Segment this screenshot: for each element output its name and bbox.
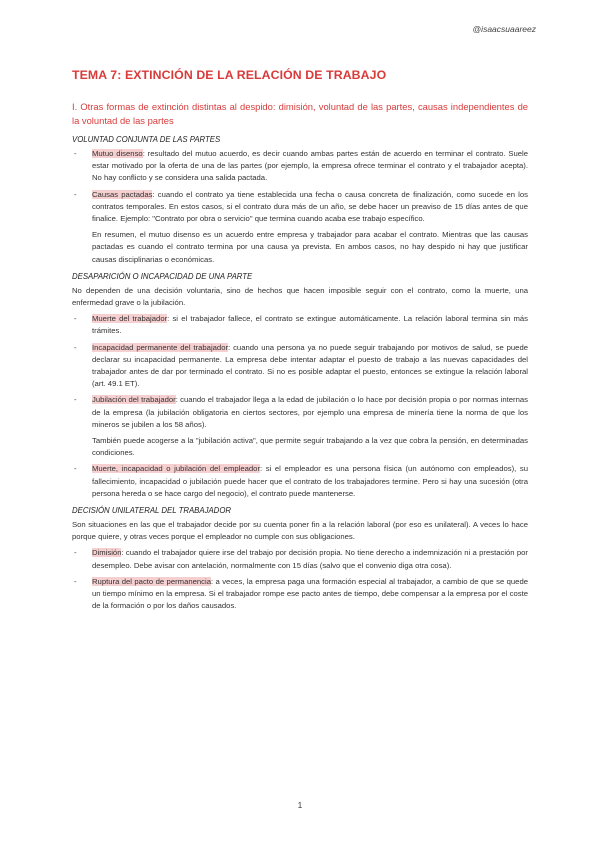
subheading-decision: DECISIÓN UNILATERAL DEL TRABAJADOR [72, 506, 232, 516]
item-text: : cuando el trabajador llega a la edad de jubilación o lo hace por decisión propia o por normas internas de la empresa (la jubilación obligatoria en ciertos sectores, por ejemplo una empresa de minería tiene la norma de que los mineros se jubilen a los 58 años). [92, 395, 528, 429]
item-text: : cuando el trabajador quiere irse del trabajo por decisión propia. No tiene derecho a indemnización ni a prestación por desempleo. Debe avisar con antelación, normalmente con 15 días (salvo que el convenio diga otra cosa). [92, 548, 528, 570]
item-text: : si el trabajador fallece, el contrato se extingue automáticamente. La relación laboral termina sin más trámites. [92, 314, 529, 336]
highlighted-term: Mutuo disenso [92, 149, 143, 158]
list-item-empleador: - Muerte, incapacidad o jubilación del empleador: si el empleador es una persona física (un autónomo con empleados), su fallecimiento, incapacidad o jubilación puede hacer que el contrato de los trabajadores termine. Pero si hay una sucesión (otra persona hereda o se hace cargo del negocio), el contrato puede mantenerse. [74, 464, 528, 498]
subheading-voluntad: VOLUNTAD CONJUNTA DE LAS PARTES [72, 135, 221, 144]
highlighted-term: Ruptura del pacto de permanencia [92, 576, 211, 586]
item-text: : a veces, la empresa paga una formación especial al trabajador, a cambio de que se quede un tiempo mínimo en la empresa. Si el trabajador rompe ese pacto antes de tiempo, debe compensar a la empresa por el coste de la formación o por los daños causados. [92, 576, 528, 611]
highlighted-term: Incapacidad permanente del trabajador [92, 342, 229, 352]
highlighted-term: Jubilación del trabajador [92, 395, 176, 405]
intro-paragraph: Son situaciones en las que el trabajador decide por su cuenta poner fin a la relación laboral (por eso es unilateral). A veces lo hace porque quiere, y otras veces porque el empleador no cumple con sus obligaciones. [72, 520, 528, 542]
item-text: : resultado del mutuo acuerdo, es decir cuando ambas partes están de acuerdo en terminar el contrato. Suele estar motivado por la oferta de una de las partes (por ejemplo, la empresa ofrece terminar el contrato y el trabajador acepta). No hay conflicto y se considera una salida pactada. [92, 149, 529, 183]
page-title: TEMA 7: EXTINCIÓN DE LA RELACIÓN DE TRABAJO [72, 68, 387, 82]
subheading-desaparicion: DESAPARICIÓN O INCAPACIDAD DE UNA PARTE [72, 271, 253, 281]
item-text: : si el empleador es una persona física (un autónomo con empleados), su fallecimiento, incapacidad o jubilación puede hacer que el contrato de los trabajadores termine. Pero si hay una sucesión (otra persona hereda o se hace cargo del negocio), el contrato puede mantenerse. [92, 464, 528, 498]
list-item-jubilacion-trabajador: - Jubilación del trabajador: cuando el trabajador llega a la edad de jubilación o lo hace por decisión propia o por normas internas de la empresa (la jubilación obligatoria en ciertos sectores, por ejemplo una empresa de minería tiene la norma de que los mineros se jubilen a los 58 años). [74, 395, 528, 429]
section-heading: I. Otras formas de extinción distintas al despido: dimisión, voluntad de las partes, causas independientes de la voluntad de las partes [72, 101, 528, 126]
list-item-ruptura-pacto: - Ruptura del pacto de permanencia: a veces, la empresa paga una formación especial al trabajador, a cambio de que se quede un tiempo mínimo en la empresa. Si el trabajador rompe ese pacto antes de tiempo, debe compensar a la empresa por el coste de la formación o por los daños causados. [74, 576, 528, 611]
highlighted-term: Muerte, incapacidad o jubilación del empleador [92, 464, 261, 474]
intro-paragraph: No dependen de una decisión voluntaria, sino de hechos que hacen imposible seguir con el contrato, como la muerte, una enfermedad grave o la jubilación. [72, 285, 528, 308]
highlighted-term: Muerte del trabajador [92, 314, 168, 324]
highlighted-term: Dimisión [92, 548, 122, 558]
list-item-muerte-trabajador: - Muerte del trabajador: si el trabajador fallece, el contrato se extingue automáticamente. La relación laboral termina sin más trámites. [74, 314, 529, 336]
page-number: 1 [297, 801, 303, 810]
item-text: : cuando una persona ya no puede seguir trabajando por motivos de salud, se puede declarar su incapacidad permanente. La empresa debe intentar adaptar el puesto de trabajo a las nuevas capacidades del trabajador antes de dar por terminado el contrato. Si no es posible adaptar el puesto, entonces se extingue la relación laboral (art. 49.1 ET). [92, 342, 528, 389]
summary-paragraph: En resumen, el mutuo disenso es un acuerdo entre empresa y trabajador para acabar el contrato. Mientras que las causas pactadas es cuando el contrato termina por una causa ya prevista. En ambos casos, no hay despido ni hay que justificar causas disciplinarias o económicas. [92, 230, 528, 264]
list-item-dimision: - Dimisión: cuando el trabajador quiere irse del trabajo por decisión propia. No tiene derecho a indemnización ni a prestación por desempleo. Debe avisar con antelación, normalmente con 15 días (salvo que el convenio diga otra cosa). [74, 548, 528, 570]
highlighted-term: Causas pactadas [92, 189, 153, 199]
list-item-causas-pactadas: - Causas pactadas: cuando el contrato ya tiene establecida una fecha o causa concreta de finalización, como sucede en los contratos temporales. En estos casos, si el contrato dura más de un año, se debe hacer un preaviso de 15 días antes de que finalice. Ejemplo: "Contrato por obra o servicio" que termina cuando acaba ese trabajo específico. [74, 189, 528, 224]
list-item-mutuo-disenso: - Mutuo disenso: resultado del mutuo acuerdo, es decir cuando ambas partes están de acuerdo en terminar el contrato. Suele estar motivado por la oferta de una de las partes (por ejemplo, la empresa ofrece terminar el contrato y el trabajador acepta). No hay conflicto y se considera una salida pactada. [74, 149, 529, 183]
list-item-incapacidad-trabajador: - Incapacidad permanente del trabajador: cuando una persona ya no puede seguir trabajando por motivos de salud, se puede declarar su incapacidad permanente. La empresa debe intentar adaptar el puesto de trabajo a las nuevas capacidades del trabajador antes de dar por terminado el contrato. Si no es posible adaptar el puesto, entonces se extingue la relación laboral (art. 49.1 ET). [74, 342, 528, 389]
author-handle: @isaacsuaareez [472, 24, 536, 34]
jubilacion-activa-note: También puede acogerse a la "jubilación activa", que permite seguir trabajando a la vez que cobra la pensión, en determinadas condiciones. [92, 436, 528, 458]
item-text: : cuando el contrato ya tiene establecida una fecha o causa concreta de finalización, como sucede en los contratos temporales. En estos casos, si el contrato dura más de un año, se debe hacer un preaviso de 15 días antes de que finalice. Ejemplo: "Contrato por obra o servicio" que termina cuando acaba ese trabajo específico. [92, 189, 528, 224]
document-body [72, 68, 528, 617]
